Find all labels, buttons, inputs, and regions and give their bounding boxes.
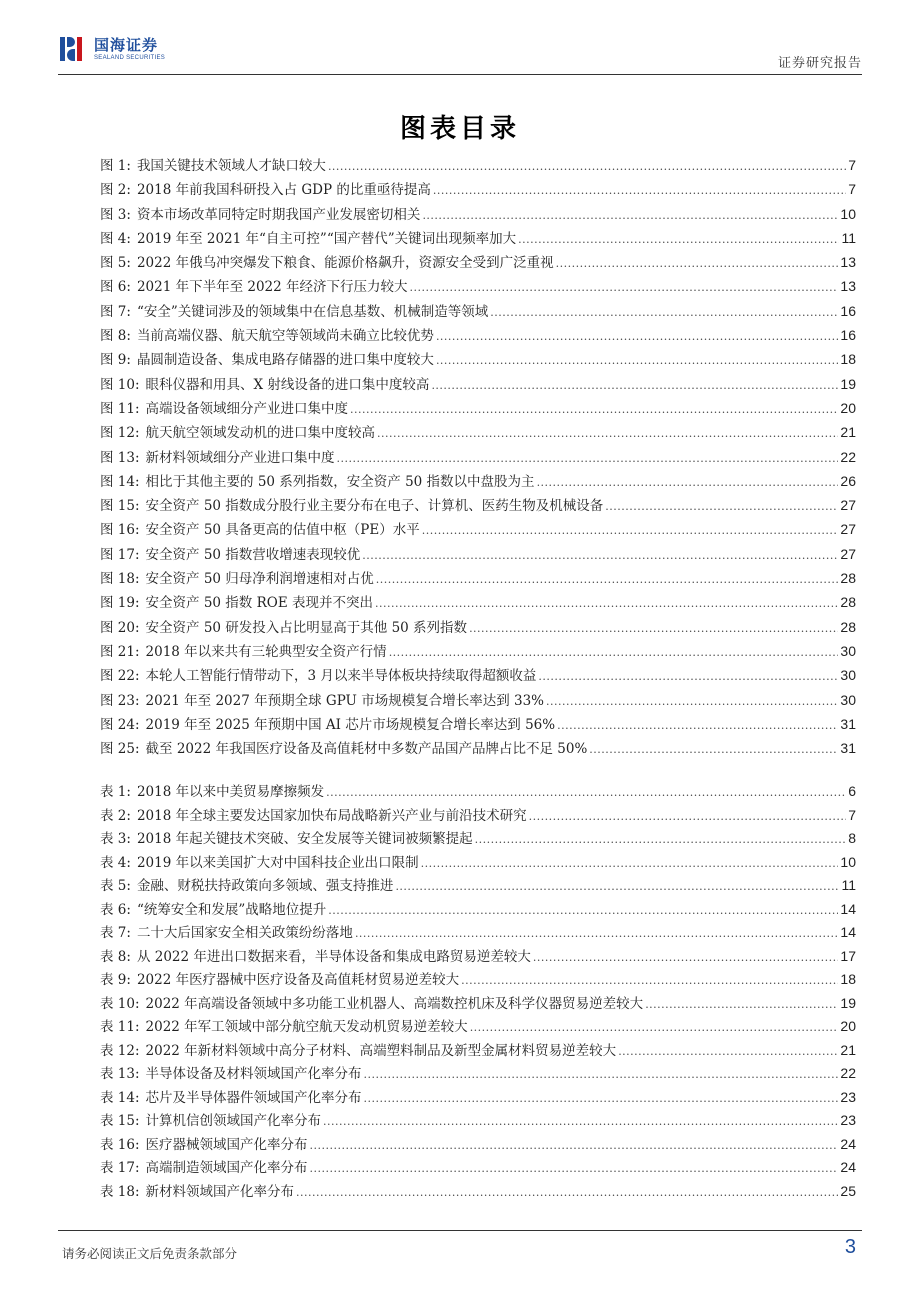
dot-leader — [389, 646, 839, 659]
figure-entry[interactable] — [100, 567, 856, 591]
figure-entry-title: 当前高端仪器、航天航空等领域尚未确立比较优势 — [136, 328, 434, 345]
table-entry-title: 医疗器械领域国产化率分布 — [145, 1136, 308, 1153]
figure-entry-title: 2019 年至 2021 年“自主可控”“国产替代”关键词出现频率加大 — [136, 230, 517, 247]
disclaimer-note: 请务必阅读正文后免责条款部分 — [62, 1246, 238, 1261]
figure-entry-title: 我国关键技术领域人才缺口较大 — [136, 158, 326, 174]
figure-entry[interactable] — [100, 300, 856, 324]
table-entry-label: 表 4: — [100, 854, 131, 871]
dot-leader — [310, 1139, 839, 1152]
figure-entry-label: 图 17: — [100, 546, 140, 563]
dot-leader — [364, 1068, 839, 1081]
figure-entry-page: 31 — [840, 740, 856, 757]
table-entry-label: 表 12: — [100, 1042, 140, 1059]
table-entry-label: 表 6: — [100, 901, 131, 918]
dot-leader — [375, 597, 838, 610]
figure-entry-page: 13 — [840, 254, 856, 271]
table-entry-page: 7 — [848, 806, 856, 823]
figure-entry-label: 图 15: — [100, 498, 140, 515]
figure-entry[interactable] — [100, 737, 856, 761]
table-entry-page: 19 — [840, 994, 856, 1011]
figure-entry-label: 图 24: — [100, 716, 140, 733]
figure-entry-title: 安全资产 50 指数营收增速表现较优 — [145, 546, 361, 563]
figure-entry-page: 18 — [840, 351, 856, 368]
table-entry-title: 半导体设备及材料领域国产化率分布 — [145, 1066, 362, 1082]
figure-entry-page: 30 — [840, 667, 856, 684]
figure-entry[interactable] — [100, 470, 856, 494]
table-entry[interactable] — [100, 1015, 856, 1039]
dot-leader — [538, 670, 838, 683]
figure-entry[interactable] — [100, 397, 856, 421]
figure-entry-title: 晶圆制造设备、集成电路存储器的进口集中度较大 — [136, 352, 434, 369]
figure-entry[interactable] — [100, 178, 856, 202]
figure-index-list — [100, 154, 856, 761]
table-entry-title: 新材料领域国产化率分布 — [145, 1183, 295, 1200]
figure-entry-page: 31 — [840, 715, 856, 732]
figure-entry-page: 27 — [840, 521, 856, 538]
dot-leader — [296, 1186, 838, 1199]
figure-entry-title: 眼科仪器和用具、X 射线设备的进口集中度较高 — [145, 376, 430, 393]
table-entry-title: 2022 年医疗器械中医疗设备及高值耗材贸易逆差较大 — [136, 972, 460, 988]
figure-entry[interactable] — [100, 275, 856, 299]
dot-leader — [518, 233, 839, 246]
dot-leader — [328, 904, 838, 917]
table-index-list — [100, 780, 856, 1203]
table-entry-page: 18 — [840, 971, 856, 987]
table-entry[interactable] — [100, 851, 856, 875]
table-entry-title: 2022 年军工领域中部分航空航天发动机贸易逆差较大 — [145, 1019, 468, 1035]
figure-entry-label: 图 11: — [100, 400, 140, 417]
logo-mark-icon — [60, 35, 88, 63]
dot-leader — [470, 1021, 839, 1034]
table-entry-title: “统筹安全和发展”战略地位提升 — [136, 901, 327, 918]
table-entry[interactable] — [100, 804, 856, 828]
figure-entry-title: 安全资产 50 研发投入占比明显高于其他 50 系列指数 — [145, 619, 468, 636]
figure-entry-page: 13 — [840, 278, 856, 295]
table-entry-page: 24 — [840, 1135, 856, 1152]
dot-leader — [328, 160, 846, 173]
figure-entry-title: 2018 年以来共有三轮典型安全资产行情 — [145, 643, 387, 660]
figure-entry-label: 图 22: — [100, 668, 140, 685]
figure-entry-title: 资本市场改革同特定时期我国产业发展密切相关 — [136, 206, 421, 223]
figure-entry-page: 10 — [840, 205, 856, 222]
table-entry-title: 芯片及半导体器件领域国产化率分布 — [145, 1089, 362, 1106]
table-entry-page: 23 — [840, 1112, 856, 1128]
table-entry-label: 表 17: — [100, 1160, 140, 1176]
figure-entry-page: 28 — [840, 594, 856, 611]
figure-entry[interactable] — [100, 373, 856, 397]
dot-leader — [433, 184, 846, 197]
table-entry[interactable] — [100, 1180, 856, 1204]
figure-entry-page: 7 — [848, 181, 856, 198]
dot-leader — [422, 524, 839, 537]
table-entry[interactable] — [100, 1133, 856, 1157]
page-header — [0, 0, 920, 80]
figure-entry-label: 图 16: — [100, 522, 140, 539]
table-entry-page: 14 — [840, 924, 856, 940]
figure-entry-page: 30 — [840, 691, 856, 708]
dot-leader — [533, 951, 839, 964]
figure-entry-title: 航天航空领域发动机的进口集中度较高 — [145, 425, 376, 442]
dot-leader — [475, 833, 847, 846]
table-entry-title: 计算机信创领域国产化率分布 — [145, 1113, 322, 1129]
table-entry-label: 表 5: — [100, 878, 131, 894]
figure-entry[interactable] — [100, 543, 856, 567]
table-entry-label: 表 7: — [100, 925, 131, 941]
figure-entry-page: 28 — [840, 618, 856, 635]
figure-entry-page: 11 — [841, 229, 856, 246]
figure-entry-label: 图 1: — [100, 158, 131, 174]
figure-entry-title: 安全资产 50 指数成分股行业主要分布在电子、计算机、医药生物及机械设备 — [145, 498, 604, 515]
figure-entry-title: 2019 年至 2025 年预期中国 AI 芯片市场规模复合增长率达到 56% — [145, 716, 556, 733]
figure-entry[interactable] — [100, 446, 856, 470]
figure-entry-title: 安全资产 50 具备更高的估值中枢（PE）水平 — [145, 522, 420, 539]
table-entry[interactable] — [100, 1109, 856, 1133]
table-entry-page: 6 — [848, 783, 856, 799]
figure-entry-label: 图 4: — [100, 230, 131, 247]
dot-leader — [436, 354, 838, 367]
figure-entry-label: 图 3: — [100, 206, 131, 223]
figure-entry-page: 27 — [840, 497, 856, 514]
figure-entry-label: 图 7: — [100, 303, 131, 320]
table-entry-label: 表 18: — [100, 1183, 140, 1200]
figure-entry[interactable] — [100, 251, 856, 275]
table-entry-label: 表 3: — [100, 831, 131, 847]
dot-leader — [469, 622, 838, 635]
page-title: 图表目录 — [399, 114, 520, 144]
table-entry-label: 表 1: — [100, 784, 131, 800]
figure-entry-title: 安全资产 50 归母净利润增速相对占优 — [145, 571, 374, 588]
table-entry-page: 17 — [840, 947, 856, 964]
figure-entry[interactable] — [100, 664, 856, 688]
table-entry[interactable] — [100, 1156, 856, 1180]
dot-leader — [589, 743, 838, 756]
table-entry[interactable] — [100, 780, 856, 804]
figure-entry-page: 20 — [840, 399, 856, 416]
table-entry-title: 二十大后国家安全相关政策纷纷落地 — [136, 925, 353, 941]
figure-entry-label: 图 18: — [100, 571, 140, 588]
figure-entry-label: 图 5: — [100, 255, 131, 272]
figure-entry[interactable] — [100, 616, 856, 640]
table-entry-label: 表 9: — [100, 972, 131, 988]
dot-leader — [618, 1045, 838, 1058]
table-entry-label: 表 13: — [100, 1066, 140, 1082]
dot-leader — [395, 880, 839, 893]
dot-leader — [461, 974, 838, 987]
company-logo — [60, 34, 165, 64]
table-entry-title: 金融、财税扶持政策向多领域、强支持推进 — [136, 878, 394, 894]
table-entry-page: 24 — [840, 1159, 856, 1175]
figure-entry-label: 图 14: — [100, 473, 140, 490]
figure-entry[interactable] — [100, 591, 856, 615]
table-entry-label: 表 2: — [100, 807, 131, 824]
figure-entry-label: 图 25: — [100, 741, 140, 758]
table-entry-title: 2022 年新材料领域中高分子材料、高端塑料制品及新型金属材料贸易逆差较大 — [145, 1042, 617, 1059]
figure-entry[interactable] — [100, 689, 856, 713]
dot-leader — [377, 427, 838, 440]
figure-entry-page: 21 — [840, 424, 856, 441]
figure-entry-label: 图 10: — [100, 376, 140, 393]
dot-leader — [431, 379, 838, 392]
figure-entry-page: 28 — [840, 570, 856, 587]
table-entry[interactable] — [100, 827, 856, 851]
figure-entry-title: 2018 年前我国科研投入占 GDP 的比重亟待提高 — [136, 182, 431, 199]
table-entry-title: 2018 年全球主要发达国家加快布局战略新兴产业与前沿技术研究 — [136, 807, 527, 824]
figure-entry[interactable] — [100, 227, 856, 251]
dot-leader — [645, 998, 838, 1011]
figure-entry-label: 图 13: — [100, 449, 140, 466]
table-entry-page: 23 — [840, 1088, 856, 1105]
figure-entry-title: 截至 2022 年我国医疗设备及高值耗材中多数产品国产品牌占比不足 50% — [145, 741, 588, 758]
dot-leader — [323, 1115, 838, 1128]
figure-entry-title: 相比于其他主要的 50 系列指数，安全资产 50 指数以中盘股为主 — [145, 473, 535, 490]
table-entry-page: 11 — [841, 877, 856, 893]
dot-leader — [326, 786, 846, 799]
figure-entry[interactable] — [100, 154, 856, 178]
dot-leader — [605, 500, 838, 513]
figure-entry-title: “安全”关键词涉及的领域集中在信息基数、机械制造等领域 — [136, 303, 489, 320]
table-entry-page: 10 — [840, 853, 856, 870]
table-entry-label: 表 8: — [100, 948, 131, 965]
dot-leader — [355, 927, 838, 940]
figure-entry[interactable] — [100, 518, 856, 542]
dot-leader — [337, 452, 839, 465]
figure-entry-label: 图 9: — [100, 352, 131, 369]
dot-leader — [422, 209, 838, 222]
page-number: 3 — [844, 1236, 856, 1258]
table-entry[interactable] — [100, 968, 856, 992]
figure-entry-title: 新材料领域细分产业进口集中度 — [145, 449, 335, 466]
logo-name-en: SEALAND SECURITIES — [94, 54, 166, 61]
figure-entry[interactable] — [100, 494, 856, 518]
figure-entry-label: 图 19: — [100, 595, 140, 612]
figure-entry-title: 安全资产 50 指数 ROE 表现并不突出 — [145, 595, 373, 612]
figure-entry-label: 图 8: — [100, 328, 131, 345]
figure-entry[interactable] — [100, 640, 856, 664]
figure-entry-page: 26 — [840, 472, 856, 489]
dot-leader — [557, 719, 838, 732]
table-entry-page: 20 — [840, 1018, 856, 1034]
table-entry-page: 22 — [840, 1065, 856, 1081]
figure-entry-title: 2022 年俄乌冲突爆发下粮食、能源价格飙升，资源安全受到广泛重视 — [136, 255, 554, 272]
table-entry-title: 从 2022 年进出口数据来看，半导体设备和集成电路贸易逆差较大 — [136, 948, 531, 965]
figure-entry-title: 高端设备领域细分产业进口集中度 — [145, 400, 349, 417]
table-entry-title: 2018 年起关键技术突破、安全发展等关键词被频繁提起 — [136, 831, 473, 847]
dot-leader — [350, 403, 838, 416]
table-entry-title: 高端制造领域国产化率分布 — [145, 1160, 308, 1176]
dot-leader — [421, 857, 839, 870]
figure-entry-label: 图 23: — [100, 692, 140, 709]
figure-entry[interactable] — [100, 713, 856, 737]
figure-entry[interactable] — [100, 348, 856, 372]
dot-leader — [546, 695, 838, 708]
table-entry-page: 8 — [848, 830, 856, 846]
figure-entry-page: 30 — [840, 642, 856, 659]
figure-entry[interactable] — [100, 324, 856, 348]
figure-entry-title: 本轮人工智能行情带动下，3 月以来半导体板块持续取得超额收益 — [145, 668, 537, 685]
table-entry[interactable] — [100, 874, 856, 898]
dot-leader — [310, 1162, 839, 1175]
footer-divider — [58, 1230, 862, 1231]
table-entry[interactable] — [100, 1062, 856, 1086]
figure-entry-page: 16 — [840, 302, 856, 319]
figure-entry[interactable] — [100, 203, 856, 227]
header-divider — [58, 74, 862, 75]
table-entry-title: 2018 年以来中美贸易摩擦频发 — [136, 784, 325, 800]
figure-entry-page: 16 — [840, 327, 856, 344]
dot-leader — [436, 330, 838, 343]
figure-entry-label: 图 6: — [100, 279, 131, 296]
dot-leader — [410, 281, 839, 294]
figure-entry-label: 图 2: — [100, 182, 131, 199]
figure-entry-page: 27 — [840, 545, 856, 562]
table-entry-label: 表 11: — [100, 1019, 140, 1035]
figure-entry-page: 7 — [848, 157, 856, 173]
table-entry-page: 14 — [840, 900, 856, 917]
table-entry[interactable] — [100, 898, 856, 922]
dot-leader — [537, 476, 839, 489]
report-type-label: 证券研究报告 — [777, 56, 862, 71]
figure-entry-page: 22 — [840, 448, 856, 465]
dot-leader — [364, 1092, 839, 1105]
table-entry[interactable] — [100, 1086, 856, 1110]
figure-entry-title: 2021 年下半年至 2022 年经济下行压力较大 — [136, 279, 408, 296]
logo-name-cn: 国海证券 — [94, 35, 159, 54]
table-entry-label: 表 15: — [100, 1113, 140, 1129]
figure-entry-label: 图 21: — [100, 643, 140, 660]
dot-leader — [490, 306, 838, 319]
table-entry[interactable] — [100, 1039, 856, 1063]
table-entry-label: 表 16: — [100, 1136, 140, 1153]
figure-entry-label: 图 12: — [100, 425, 140, 442]
dot-leader — [529, 810, 847, 823]
table-entry-title: 2019 年以来美国扩大对中国科技企业出口限制 — [136, 854, 419, 871]
figure-entry-label: 图 20: — [100, 619, 140, 636]
figure-entry[interactable] — [100, 421, 856, 445]
table-entry-page: 25 — [840, 1182, 856, 1199]
figure-entry-title: 2021 年至 2027 年预期全球 GPU 市场规模复合增长率达到 33% — [145, 692, 545, 709]
figure-entry-page: 19 — [840, 375, 856, 392]
table-entry[interactable] — [100, 945, 856, 969]
dot-leader — [362, 549, 838, 562]
table-entry[interactable] — [100, 921, 856, 945]
table-entry-page: 21 — [840, 1041, 856, 1058]
dot-leader — [556, 257, 839, 270]
table-entry[interactable] — [100, 992, 856, 1016]
table-entry-label: 表 10: — [100, 995, 140, 1012]
dot-leader — [376, 573, 839, 586]
table-entry-label: 表 14: — [100, 1089, 140, 1106]
table-entry-title: 2022 年高端设备领域中多功能工业机器人、高端数控机床及科学仪器贸易逆差较大 — [145, 995, 644, 1012]
